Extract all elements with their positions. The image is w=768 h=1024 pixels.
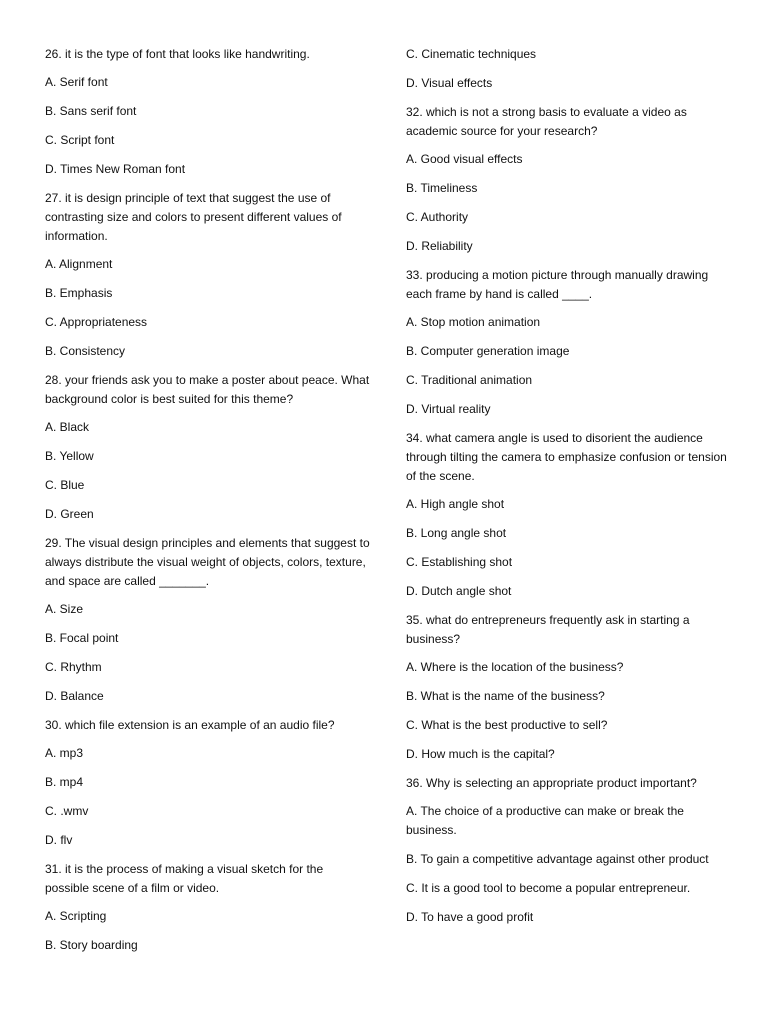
answer-choice: B. Consistency	[45, 344, 126, 358]
answer-choice: D. flv	[45, 833, 73, 847]
answer-choice: A. Stop motion animation	[406, 315, 541, 329]
answer-choice: D. Times New Roman font	[45, 162, 186, 176]
answer-choice: A. Good visual effects	[406, 152, 523, 166]
answer-choice: A. High angle shot	[406, 497, 505, 511]
answer-choice: B. mp4	[45, 775, 84, 789]
answer-choice: C. Script font	[45, 133, 115, 147]
answer-choice: B. Focal point	[45, 631, 119, 645]
question-text: 31. it is the process of making a visual sketch for the possible scene of a film or video.	[45, 862, 324, 895]
answer-choice: C. Rhythm	[45, 660, 102, 674]
answer-choice: C. Establishing shot	[406, 555, 513, 569]
answer-choice: B. Sans serif font	[45, 104, 137, 118]
answer-choice: D. To have a good profit	[406, 910, 534, 924]
question-text: 28. your friends ask you to make a poster about peace. What background color is best suited for this theme?	[45, 373, 370, 406]
answer-choice: C. .wmv	[45, 804, 89, 818]
answer-choice: B. Emphasis	[45, 286, 113, 300]
question-text: 29. The visual design principles and elements that suggest to always distribute the visual weight of objects, colors, texture, and space are called _______.	[45, 536, 370, 588]
answer-choice: A. Serif font	[45, 75, 108, 89]
answer-choice: A. Scripting	[45, 909, 107, 923]
question-text: 32. which is not a strong basis to evaluate a video as academic source for your research?	[406, 105, 687, 138]
answer-choice: D. How much is the capital?	[406, 747, 555, 761]
question-text: 26. it is the type of font that looks like handwriting.	[45, 47, 310, 61]
answer-choice: C. Appropriateness	[45, 315, 148, 329]
left-column	[45, 45, 370, 965]
answer-choice: A. mp3	[45, 746, 84, 760]
question-text: 35. what do entrepreneurs frequently ask in starting a business?	[406, 613, 690, 646]
answer-choice: D. Green	[45, 507, 94, 521]
answer-choice: A. Size	[45, 602, 84, 616]
answer-choice: D. Virtual reality	[406, 402, 491, 416]
answer-choice: C. What is the best productive to sell?	[406, 718, 608, 732]
right-column	[406, 45, 731, 937]
answer-choice: B. Story boarding	[45, 938, 138, 952]
question-text: 33. producing a motion picture through manually drawing each frame by hand is called ____.	[406, 268, 709, 301]
answer-choice: A. Where is the location of the business?	[406, 660, 624, 674]
answer-choice: C. Traditional animation	[406, 373, 533, 387]
question-text: 30. which file extension is an example of an audio file?	[45, 718, 335, 732]
answer-choice: B. What is the name of the business?	[406, 689, 605, 703]
question-text: 27. it is design principle of text that suggest the use of contrasting size and colors to present different values of information.	[45, 191, 342, 243]
answer-choice: D. Balance	[45, 689, 104, 703]
answer-choice: D. Reliability	[406, 239, 473, 253]
answer-choice: B. Timeliness	[406, 181, 478, 195]
answer-choice: C. Blue	[45, 478, 85, 492]
answer-choice: D. Visual effects	[406, 76, 493, 90]
answer-choice: C. Authority	[406, 210, 469, 224]
answer-choice: B. Long angle shot	[406, 526, 507, 540]
answer-choice: B. Yellow	[45, 449, 94, 463]
answer-choice: A. Black	[45, 420, 90, 434]
answer-choice: B. Computer generation image	[406, 344, 570, 358]
answer-choice: B. To gain a competitive advantage against other product	[406, 852, 709, 866]
answer-choice: A. The choice of a productive can make or break the business.	[406, 804, 684, 837]
answer-choice: C. Cinematic techniques	[406, 47, 537, 61]
answer-choice: C. It is a good tool to become a popular entrepreneur.	[406, 881, 691, 895]
answer-choice: D. Dutch angle shot	[406, 584, 512, 598]
question-text: 36. Why is selecting an appropriate product important?	[406, 776, 697, 790]
question-text: 34. what camera angle is used to disorient the audience through tilting the camera to emphasize confusion or tension of the scene.	[406, 431, 727, 483]
answer-choice: A. Alignment	[45, 257, 113, 271]
